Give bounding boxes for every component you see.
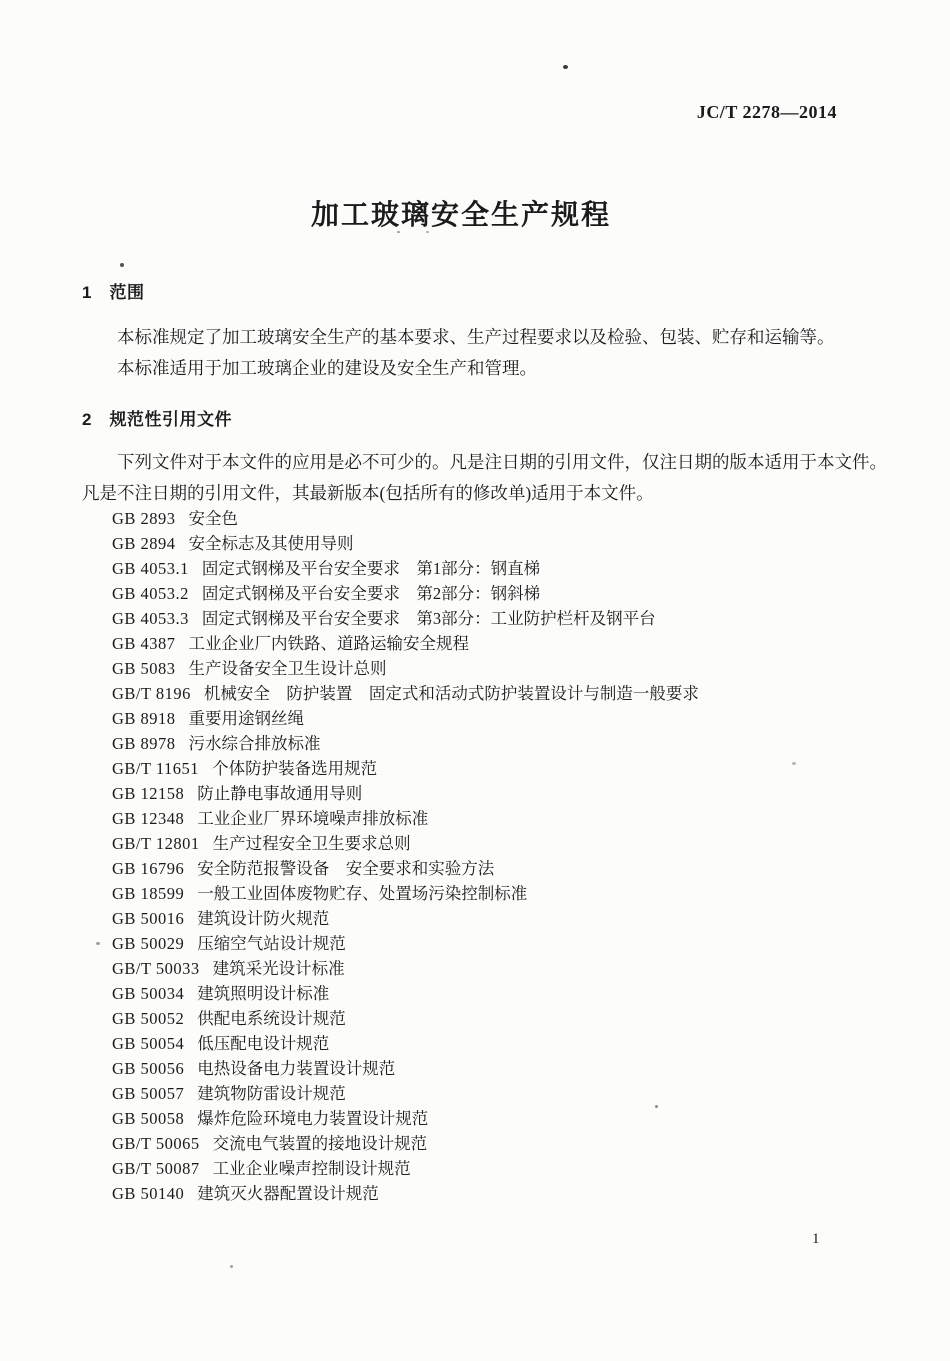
reference-item <box>112 881 892 906</box>
scan-artifact <box>120 263 124 267</box>
reference-title: 机械安全 防护装置 固定式和活动式防护装置设计与制造一般要求 <box>203 684 699 703</box>
reference-item <box>112 831 892 856</box>
reference-item <box>112 1081 892 1106</box>
reference-item <box>112 631 892 656</box>
scan-artifact <box>397 231 400 233</box>
reference-title: 工业企业厂界环境噪声排放标准 <box>197 809 429 828</box>
reference-title: 安全标志及其使用导则 <box>188 534 354 553</box>
reference-title: 电热设备电力装置设计规范 <box>197 1059 396 1078</box>
reference-item <box>112 556 892 581</box>
reference-item <box>112 531 892 556</box>
paragraph: 本标准规定了加工玻璃安全生产的基本要求、生产过程要求以及检验、包装、贮存和运输等。 <box>117 327 835 347</box>
reference-list <box>112 506 892 1206</box>
reference-title: 工业企业厂内铁路、道路运输安全规程 <box>188 634 470 653</box>
reference-code: GB 8978 <box>112 734 176 753</box>
reference-title: 重要用途钢丝绳 <box>188 709 305 728</box>
reference-title: 建筑照明设计标准 <box>197 984 330 1003</box>
reference-item <box>112 856 892 881</box>
paragraph: 本标准适用于加工玻璃企业的建设及安全生产和管理。 <box>117 358 537 378</box>
reference-item <box>112 606 892 631</box>
page-number: 1 <box>812 1231 820 1247</box>
reference-title: 生产设备安全卫生设计总则 <box>188 659 387 678</box>
reference-code: GB 50016 <box>112 909 185 928</box>
reference-code: GB 50058 <box>112 1109 185 1128</box>
reference-code: GB 12348 <box>112 809 185 828</box>
reference-item <box>112 731 892 756</box>
reference-code: GB 50029 <box>112 934 185 953</box>
reference-code: GB 50054 <box>112 1034 185 1053</box>
reference-item <box>112 756 892 781</box>
reference-code: GB 5083 <box>112 659 176 678</box>
reference-item <box>112 581 892 606</box>
scan-artifact <box>426 231 429 233</box>
paragraph: 凡是不注日期的引用文件，其最新版本(包括所有的修改单)适用于本文件。 <box>82 483 654 503</box>
reference-code: GB 50052 <box>112 1009 185 1028</box>
reference-code: GB/T 50087 <box>112 1159 200 1178</box>
reference-code: GB 2894 <box>112 534 176 553</box>
reference-code: GB 50140 <box>112 1184 185 1203</box>
reference-item <box>112 1056 892 1081</box>
reference-code: GB/T 50065 <box>112 1134 200 1153</box>
reference-code: GB 50034 <box>112 984 185 1003</box>
paragraph: 下列文件对于本文件的应用是必不可少的。凡是注日期的引用文件，仅注日期的版本适用于本文件。 <box>117 452 887 472</box>
reference-title: 交流电气装置的接地设计规范 <box>212 1134 428 1153</box>
section-2-intro <box>82 447 887 509</box>
reference-title: 建筑设计防火规范 <box>197 909 330 928</box>
reference-title: 建筑采光设计标准 <box>212 959 345 978</box>
reference-title: 一般工业固体废物贮存、处置场污染控制标准 <box>197 884 528 903</box>
reference-code: GB/T 11651 <box>112 759 200 778</box>
reference-item <box>112 1131 892 1156</box>
reference-item <box>112 806 892 831</box>
reference-code: GB 4053.1 <box>112 559 189 578</box>
reference-title: 压缩空气站设计规范 <box>197 934 346 953</box>
reference-title: 爆炸危险环境电力装置设计规范 <box>197 1109 429 1128</box>
scan-artifact <box>792 762 796 765</box>
reference-title: 固定式钢梯及平台安全要求 第2部分：钢斜梯 <box>201 584 541 603</box>
scan-artifact <box>563 65 568 69</box>
reference-code: GB 8918 <box>112 709 176 728</box>
reference-code: GB 50057 <box>112 1084 185 1103</box>
reference-item <box>112 1106 892 1131</box>
reference-title: 供配电系统设计规范 <box>197 1009 346 1028</box>
reference-code: GB 2893 <box>112 509 176 528</box>
reference-title: 安全色 <box>188 509 239 528</box>
reference-item <box>112 1156 892 1181</box>
reference-title: 固定式钢梯及平台安全要求 第3部分：工业防护栏杆及钢平台 <box>201 609 656 628</box>
reference-title: 建筑灭火器配置设计规范 <box>197 1184 379 1203</box>
reference-code: GB/T 50033 <box>112 959 200 978</box>
reference-item <box>112 656 892 681</box>
section-1-body <box>82 322 858 384</box>
reference-item <box>112 1181 892 1206</box>
reference-item <box>112 506 892 531</box>
reference-title: 固定式钢梯及平台安全要求 第1部分：钢直梯 <box>201 559 541 578</box>
reference-title: 工业企业噪声控制设计规范 <box>212 1159 411 1178</box>
reference-code: GB/T 8196 <box>112 684 191 703</box>
reference-title: 低压配电设计规范 <box>197 1034 330 1053</box>
section-1-heading: 1 范围 <box>82 283 145 302</box>
scan-artifact <box>230 1265 233 1268</box>
reference-code: GB 4053.2 <box>112 584 189 603</box>
reference-code: GB/T 12801 <box>112 834 200 853</box>
reference-title: 生产过程安全卫生要求总则 <box>212 834 411 853</box>
reference-item <box>112 706 892 731</box>
reference-code: GB 12158 <box>112 784 185 803</box>
reference-title: 防止静电事故通用导则 <box>197 784 363 803</box>
reference-code: GB 50056 <box>112 1059 185 1078</box>
reference-item <box>112 781 892 806</box>
reference-item <box>112 981 892 1006</box>
reference-title: 污水综合排放标准 <box>188 734 321 753</box>
reference-item <box>112 956 892 981</box>
reference-title: 安全防范报警设备 安全要求和实验方法 <box>197 859 495 878</box>
reference-title: 个体防护装备选用规范 <box>212 759 378 778</box>
reference-code: GB 4053.3 <box>112 609 189 628</box>
reference-code: GB 4387 <box>112 634 176 653</box>
reference-title: 建筑物防雷设计规范 <box>197 1084 346 1103</box>
scan-artifact <box>96 942 100 945</box>
section-2-heading: 2 规范性引用文件 <box>82 410 232 429</box>
reference-code: GB 18599 <box>112 884 185 903</box>
scan-artifact <box>655 1105 658 1108</box>
standard-code: JC/T 2278—2014 <box>696 102 837 122</box>
page-title: 加工玻璃安全生产规程 <box>310 199 611 230</box>
reference-item <box>112 906 892 931</box>
reference-item <box>112 681 892 706</box>
reference-item <box>112 1006 892 1031</box>
reference-code: GB 16796 <box>112 859 185 878</box>
reference-item <box>112 931 892 956</box>
reference-item <box>112 1031 892 1056</box>
